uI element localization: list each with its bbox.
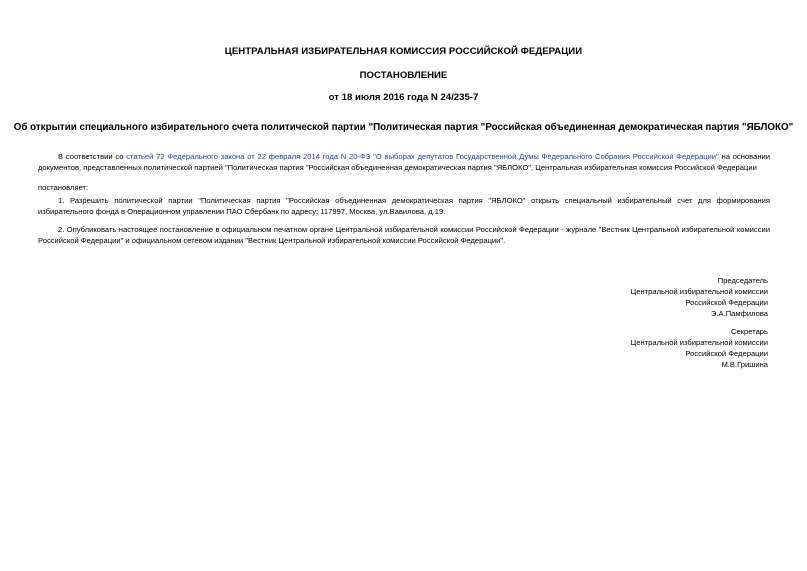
preamble-start-text: В соответствии со bbox=[58, 152, 127, 161]
chair-org-line-2: Российской Федерации bbox=[685, 298, 768, 307]
resolution-item-2: 2. Опубликовать настоящее постановление в официальном печатном органе Центральной избирательной комиссии Российской Федерации - журнале "Вестник Центральной избирательной комиссии Российской Федерации" и официальном сетевом издании "Вестник Центральной избирательной комиссии Российской Федерации". bbox=[38, 225, 770, 245]
law-reference-link[interactable]: статьей 72 Федерального закона от 22 февраля 2014 года N 20-ФЗ "О выборах депутатов Государственной Думы Федерального Собрания Российской Федерации" bbox=[126, 152, 719, 161]
resolves-text: постановляет: bbox=[38, 183, 89, 192]
secretary-name: М.В.Гришина bbox=[721, 360, 768, 369]
chair-signature-block bbox=[568, 275, 768, 319]
organization-heading: ЦЕНТРАЛЬНАЯ ИЗБИРАТЕЛЬНАЯ КОМИССИЯ РОССИЙСКОЙ ФЕДЕРАЦИИ bbox=[224, 46, 583, 57]
chair-org-line-1: Центральной избирательной комиссии bbox=[630, 287, 768, 296]
resolution-item-1: 1. Разрешить политической партии "Политическая партия "Российская объединенная демократическая партия "ЯБЛОКО" открыть специальный избирательный счет для формирования избирательного фонда в Операционном управлении ПАО Сбербанк по адресу: 117997, Москва, ул.Вавилова, д.19. bbox=[38, 196, 770, 216]
date-number-heading: от 18 июля 2016 года N 24/235-7 bbox=[328, 92, 479, 103]
secretary-role: Секретарь bbox=[730, 327, 768, 336]
secretary-org-line-1: Центральной избирательной комиссии bbox=[630, 338, 768, 347]
preamble-paragraph bbox=[38, 151, 770, 173]
document-type-heading: ПОСТАНОВЛЕНИЕ bbox=[359, 70, 448, 81]
chair-role: Председатель bbox=[717, 276, 768, 285]
document-title: Об открытии специального избирательного счета политической партии "Политическая партия "Российская объединенная демократическая партия "ЯБЛОКО" bbox=[13, 122, 794, 133]
secretary-signature-block bbox=[568, 326, 768, 370]
preamble-end-text: на основании документов, представленных политической партией "Политическая партия "Российская объединенная демократическая партия "ЯБЛОКО", Центральная избирательная комиссия Российской Федерации bbox=[38, 152, 770, 172]
secretary-org-line-2: Российской Федерации bbox=[685, 349, 768, 358]
chair-name: Э.А.Памфилова bbox=[710, 309, 768, 318]
